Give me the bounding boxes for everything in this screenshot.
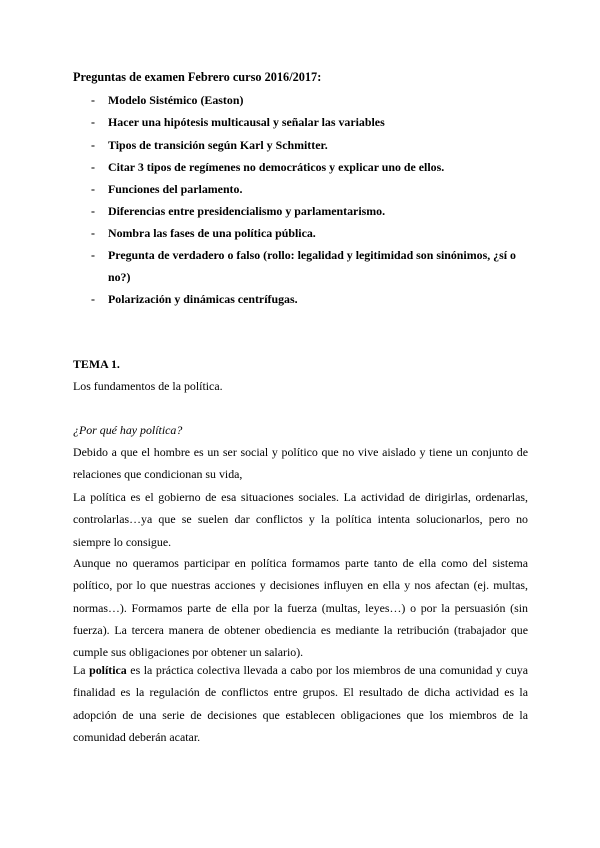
list-item-text: Citar 3 tipos de regímenes no democráticos y explicar uno de ellos. xyxy=(108,160,445,174)
list-bullet: - xyxy=(91,93,95,107)
paragraph-4-rest: es la práctica colectiva llevada a cabo por los miembros de una comunidad y cuya finalidad es la regulación de conflictos entre grupos. El resultado de dicha actividad es la adopción de una serie de decisiones que establecen obligaciones que los miembros de la comunidad deberán acatar. xyxy=(73,663,528,744)
list-bullet: - xyxy=(91,138,95,152)
list-item-text: Modelo Sistémico (Easton) xyxy=(108,93,244,107)
list-bullet: - xyxy=(91,115,95,129)
paragraph-4-prefix: La xyxy=(73,663,90,677)
list-item-text: Tipos de transición según Karl y Schmitter. xyxy=(108,138,328,152)
paragraph-4 xyxy=(73,659,528,748)
paragraph-2: La política es el gobierno de esa situaciones sociales. La actividad de dirigirlas, ordenarlas, controlarlas…ya que se suelen dar conflictos y la política intenta solucionarlos, pero no siempre lo consigue. xyxy=(73,490,528,549)
list-item-text: Nombra las fases de una política pública. xyxy=(108,226,316,240)
defined-term: política xyxy=(89,663,127,677)
list-item-text: Polarización y dinámicas centrífugas. xyxy=(108,292,298,306)
list-bullet: - xyxy=(91,226,95,240)
paragraph-1: Debido a que el hombre es un ser social y político que no vive aislado y tiene un conjunto de relaciones que condicionan su vida, xyxy=(73,445,528,482)
section-question: ¿Por qué hay política? xyxy=(73,423,183,437)
tema-title: TEMA 1. xyxy=(73,357,120,371)
list-item-text: Funciones del parlamento. xyxy=(108,182,243,196)
list-bullet: - xyxy=(91,182,95,196)
paragraph-3: Aunque no queramos participar en política formamos parte tanto de ella como del sistema político, por lo que nuestras acciones y decisiones influyen en ella y nos afectan (ej. multas, normas…). Formamos parte de ella por la fuerza (multas, leyes…) o por la persuasión (sin fuerza). La tercera manera de obtener obediencia es mediante la retribución (trabajador que cumple sus obligaciones por obtener un salario). xyxy=(73,556,528,660)
list-item-text: Hacer una hipótesis multicausal y señalar las variables xyxy=(108,115,385,129)
list-bullet: - xyxy=(91,160,95,174)
list-bullet: - xyxy=(91,204,95,218)
tema-subtitle: Los fundamentos de la política. xyxy=(73,379,223,393)
list-item-text-continuation: no?) xyxy=(108,270,131,284)
list-item-text: Diferencias entre presidencialismo y parlamentarismo. xyxy=(108,204,386,218)
exam-questions-header: Preguntas de examen Febrero curso 2016/2017: xyxy=(73,70,322,84)
list-bullet: - xyxy=(91,248,95,262)
list-bullet: - xyxy=(91,292,95,306)
list-item-text: Pregunta de verdadero o falso (rollo: legalidad y legitimidad son sinónimos, ¿sí o xyxy=(108,248,516,262)
